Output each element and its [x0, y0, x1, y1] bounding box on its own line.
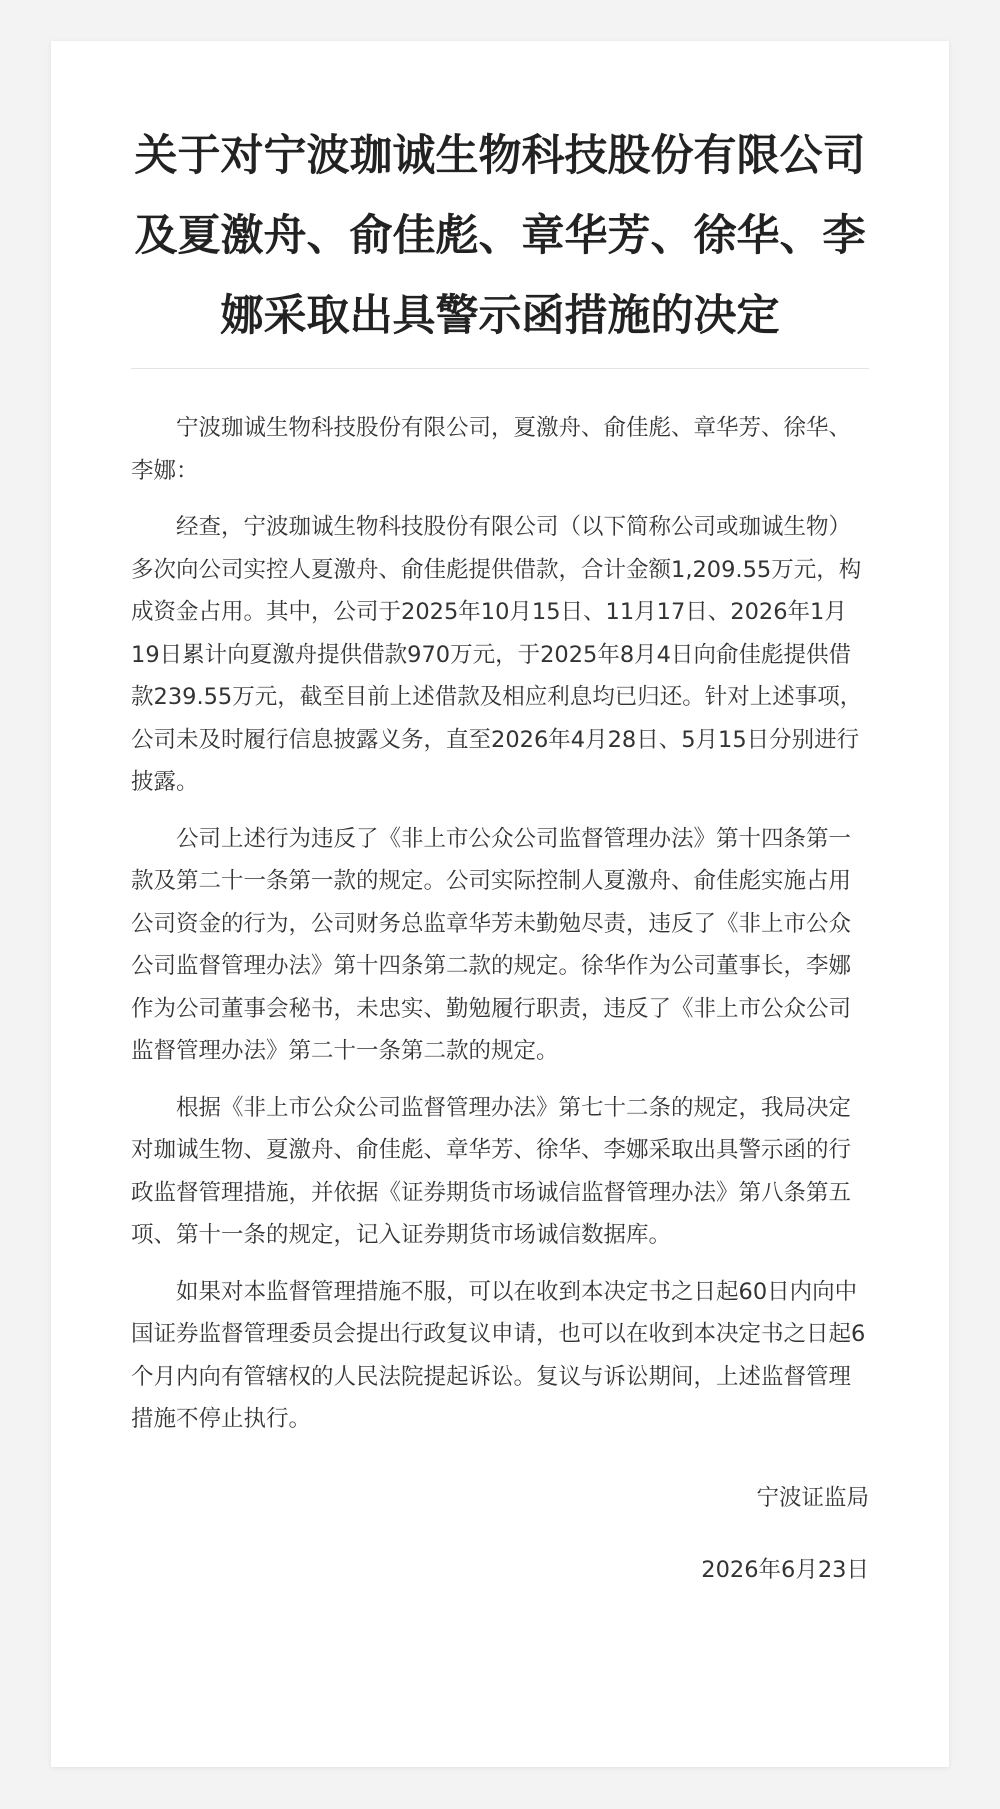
document-page — [51, 41, 949, 1767]
findings-paragraph: 经查，宁波珈诚生物科技股份有限公司（以下简称公司或珈诚生物）多次向公司实控人夏激舟、俞佳彪提供借款，合计金额1,209.55万元，构成资金占用。其中，公司于2025年10月15日、11月17日、2026年1月19日累计向夏激舟提供借款970万元，于2025年8月4日向俞佳彪提供借款239.55万元，截至目前上述借款及相应利息均已归还。针对上述事项，公司未及时履行信息披露义务，直至2026年4月28日、5月15日分别进行披露。 — [131, 514, 863, 795]
appeal-paragraph: 如果对本监督管理措施不服，可以在收到本决定书之日起60日内向中国证券监督管理委员会提出行政复议申请，也可以在收到本决定书之日起6个月内向有管辖权的人民法院提起诉讼。复议与诉讼期间，上述监督管理措施不停止执行。 — [131, 1278, 866, 1432]
document-title: 关于对宁波珈诚生物科技股份有限公司及夏激舟、俞佳彪、章华芳、徐华、李娜采取出具警示函措施的决定 — [131, 116, 869, 369]
document-body — [131, 407, 869, 1441]
issue-date: 2026年6月23日 — [701, 1556, 869, 1583]
decision-paragraph: 根据《非上市公众公司监督管理办法》第七十二条的规定，我局决定对珈诚生物、夏激舟、俞佳彪、章华芳、徐华、李娜采取出具警示函的行政监督管理措施，并依据《证券期货市场诚信监督管理办法》第八条第五项、第十一条的规定，记入证券期货市场诚信数据库。 — [131, 1094, 852, 1248]
issuer-signature: 宁波证监局 — [756, 1484, 869, 1511]
violation-paragraph: 公司上述行为违反了《非上市公众公司监督管理办法》第十四条第一款及第二十一条第一款的规定。公司实际控制人夏激舟、俞佳彪实施占用公司资金的行为，公司财务总监章华芳未勤勉尽责，违反了《非上市公众公司监督管理办法》第十四条第二款的规定。徐华作为公司董事长，李娜作为公司董事会秘书，未忠实、勤勉履行职责，违反了《非上市公众公司监督管理办法》第二十一条第二款的规定。 — [131, 825, 852, 1064]
salutation-paragraph: 宁波珈诚生物科技股份有限公司，夏激舟、俞佳彪、章华芳、徐华、李娜： — [131, 415, 852, 484]
